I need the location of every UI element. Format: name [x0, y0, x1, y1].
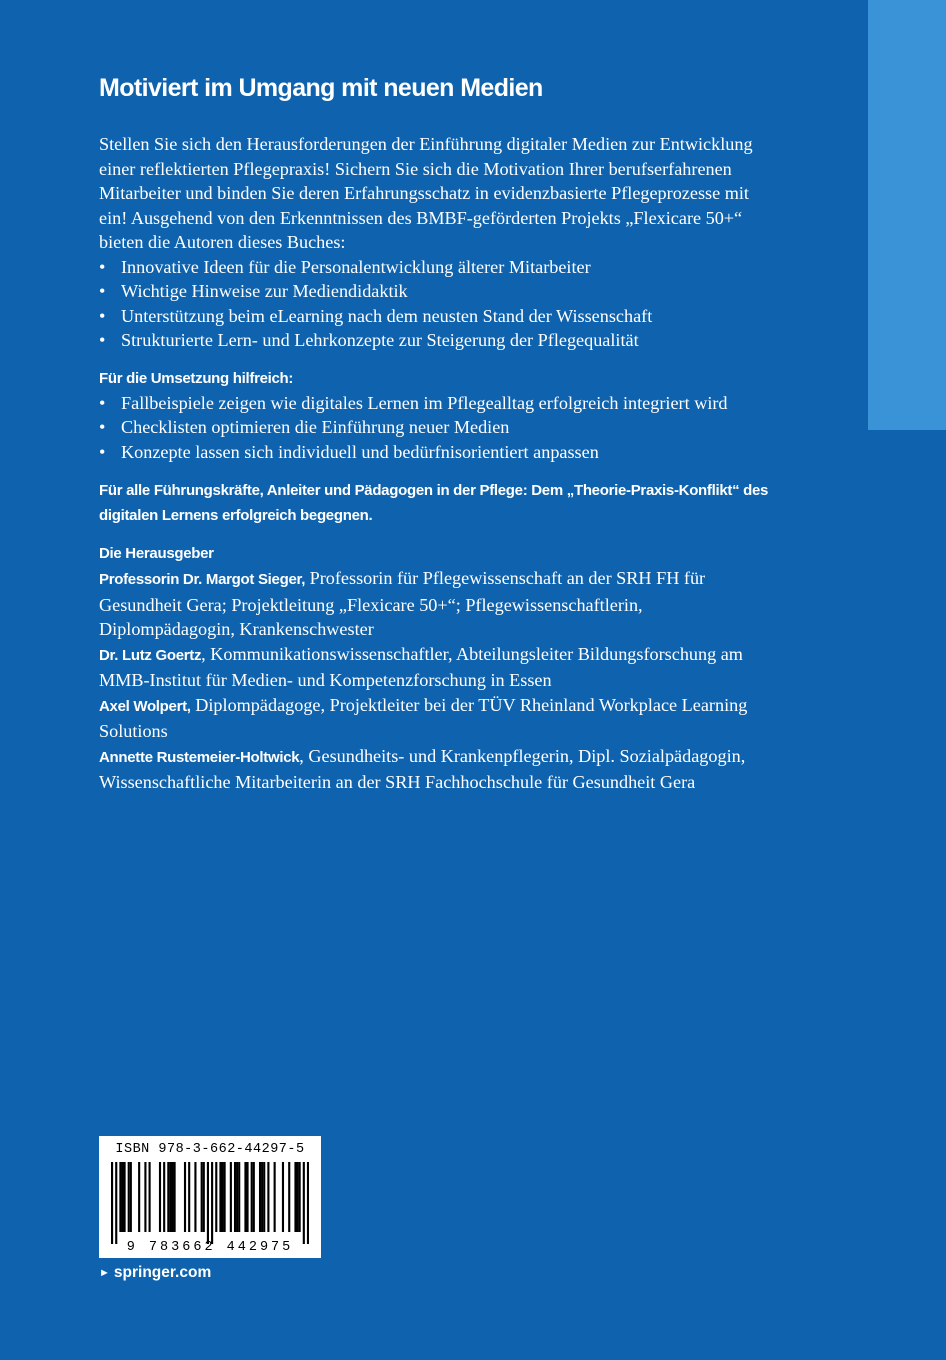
barcode-bar [294, 1162, 296, 1232]
barcode-bar [121, 1162, 123, 1232]
list-item: • Unterstützung beim eLearning nach dem neusten Stand der Wissenschaft [99, 304, 771, 329]
barcode-bar [234, 1162, 236, 1232]
editors-heading: Die Herausgeber [99, 545, 214, 562]
barcode-bar [130, 1162, 132, 1232]
barcode-bar [159, 1162, 161, 1232]
barcode-bar [246, 1162, 248, 1232]
offers-list [99, 255, 771, 353]
editor-description: , Gesundheits- und Krankenpflegerin, Dipl. Sozialpädagogin, Wissenschaftliche Mitarbeiterin an der SRH Fachhochschule für Gesundheit Gera [99, 745, 746, 792]
barcode-bar [184, 1162, 186, 1232]
list-item: • Konzepte lassen sich individuell und bedürfnisorientiert anpassen [99, 440, 771, 465]
barcode-bar [288, 1162, 290, 1232]
list-item: • Innovative Ideen für die Personalentwicklung älterer Mitarbeiter [99, 255, 771, 280]
barcode-bar [119, 1162, 121, 1232]
editor-entry [99, 744, 771, 795]
barcode-bar [224, 1162, 226, 1232]
editor-entry [99, 693, 771, 744]
isbn-label: ISBN 978-3-662-44297-5 [115, 1142, 305, 1157]
list-item: • Strukturierte Lern- und Lehrkonzepte zur Steigerung der Pflegequalität [99, 328, 771, 353]
barcode-bar [111, 1162, 113, 1244]
barcode-bar [219, 1162, 221, 1232]
editor-entry [99, 566, 771, 642]
barcode-bar [128, 1162, 130, 1232]
barcode-bar [207, 1162, 209, 1244]
barcode-bar [169, 1162, 171, 1232]
list-item: • Checklisten optimieren die Einführung neuer Medien [99, 415, 771, 440]
target-audience: Für alle Führungskräfte, Anleiter und Pädagogen in der Pflege: Dem „Theorie-Praxis-Konflikt“ des digitalen Lernens erfolgreich begegnen. [99, 482, 769, 524]
barcode-bar [299, 1162, 301, 1232]
barcode-bar [267, 1162, 269, 1232]
editor-name: Annette Rustemeier-Holtwick [99, 748, 300, 766]
list-item: • Fallbeispiele zeigen wie digitales Lernen im Pflegealltag erfolgreich integriert wird [99, 391, 771, 416]
barcode-bar [138, 1162, 140, 1232]
barcode-bar [115, 1162, 117, 1244]
barcode-bar [188, 1162, 190, 1232]
website-label: springer.com [113, 1264, 212, 1281]
barcode-bar [303, 1162, 305, 1244]
intro-paragraph: Stellen Sie sich den Herausforderungen der Einführung digitaler Medien zur Entwicklung einer reflektierten Pflegepraxis! Sichern Sie sich die Motivation Ihrer berufserfahrenen Mitarbeiter und binden Sie deren Erfahrungsschatz in evidenzbasierte Pflegeprozesse mit ein! Ausgehend von den Erkenntnissen des BMBF-geförderten Projekts „Flexicare 50+“ bieten die Autoren dieses Buches: [99, 134, 753, 252]
editor-name: Axel Wolpert, [99, 697, 191, 715]
barcode-bar [163, 1162, 165, 1232]
barcode-bar [124, 1162, 126, 1232]
barcode-bar [174, 1162, 176, 1232]
editor-description: , Kommunikationswissenschaftler, Abteilungsleiter Bildungsforschung am MMB-Institut für Medien- und Kompetenzforschung in Essen [99, 643, 743, 690]
barcode-bar [307, 1162, 309, 1244]
barcode-bars [111, 1162, 309, 1244]
helpful-heading: Für die Umsetzung hilfreich: [99, 369, 294, 387]
barcode-bar [253, 1162, 255, 1232]
barcode-bar [259, 1162, 261, 1232]
barcode-bar [201, 1162, 203, 1232]
barcode-bar [221, 1162, 223, 1232]
barcode-bar [149, 1162, 151, 1232]
side-color-strip [868, 0, 946, 430]
back-cover-content [99, 70, 771, 795]
barcode-bar [274, 1162, 276, 1232]
arrow-right-icon: ► [99, 1267, 110, 1279]
barcode-bar [194, 1162, 196, 1232]
barcode-bar [203, 1162, 205, 1232]
helpful-list [99, 391, 771, 465]
publisher-website[interactable] [99, 1264, 211, 1282]
barcode-bar [215, 1162, 217, 1232]
barcode-bar [211, 1162, 213, 1244]
list-item: • Wichtige Hinweise zur Mediendidaktik [99, 279, 771, 304]
barcode-bar [230, 1162, 232, 1232]
editor-entry [99, 642, 771, 693]
editor-description: Diplompädagoge, Projektleiter bei der TÜV Rheinland Workplace Learning Solutions [99, 694, 748, 741]
headline: Motiviert im Umgang mit neuen Medien [99, 74, 543, 102]
barcode-bar [171, 1162, 173, 1232]
editor-name: Professorin Dr. Margot Sieger, [99, 571, 306, 588]
barcode-bar [263, 1162, 265, 1232]
isbn-barcode [99, 1136, 321, 1258]
barcode-bar [296, 1162, 298, 1232]
barcode-bar [238, 1162, 240, 1232]
barcode-bar [236, 1162, 238, 1232]
editors-list [99, 566, 771, 795]
barcode-bar [251, 1162, 253, 1232]
barcode-bar [144, 1162, 146, 1232]
editor-name: Dr. Lutz Goertz [99, 646, 202, 664]
barcode-bar [167, 1162, 169, 1232]
barcode-digits: 9 783662 442975 [126, 1240, 294, 1255]
editor-description: Professorin für Pflegewissenschaft an der SRH FH für Gesundheit Gera; Projektleitung „Flexicare 50+“; Pflegewissenschaftlerin, Diplompädagogin, Krankenschwester [99, 568, 706, 639]
barcode-bar [244, 1162, 246, 1232]
barcode-bar [282, 1162, 284, 1232]
barcode-bar [261, 1162, 263, 1232]
